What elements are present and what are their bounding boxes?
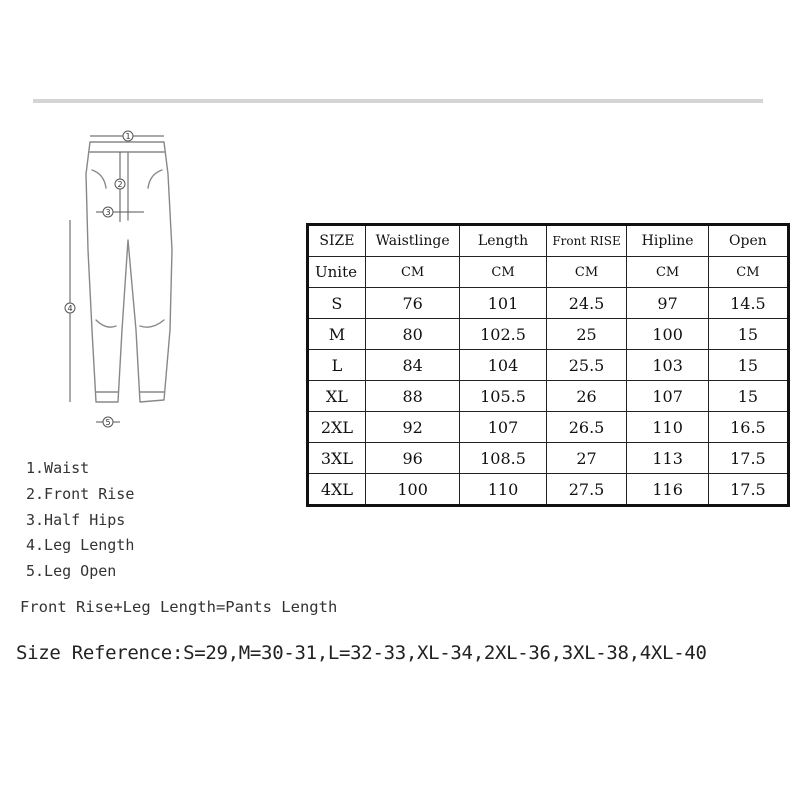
pants-outline <box>86 142 172 402</box>
unit-cell: CM <box>460 257 546 288</box>
table-row <box>308 474 789 506</box>
table-cell: 116 <box>627 474 708 506</box>
marker-1 <box>123 131 133 141</box>
table-cell: 100 <box>365 474 460 506</box>
marker-4 <box>65 303 75 313</box>
unit-cell: CM <box>708 257 788 288</box>
unit-cell: CM <box>365 257 460 288</box>
table-cell: 108.5 <box>460 443 546 474</box>
unit-cell: CM <box>546 257 627 288</box>
marker-3 <box>103 207 113 217</box>
svg-text:1: 1 <box>125 132 131 141</box>
legend-item-half-hips: 3.Half Hips <box>26 510 126 529</box>
table-cell: 27.5 <box>546 474 627 506</box>
unit-cell: CM <box>627 257 708 288</box>
table-cell: 17.5 <box>708 474 788 506</box>
table-header-row <box>308 225 789 257</box>
legend-item-waist: 1.Waist <box>26 459 90 477</box>
size-cell: 3XL <box>308 443 366 474</box>
table-cell: 76 <box>365 288 460 319</box>
size-cell: M <box>308 319 366 350</box>
table-cell: 17.5 <box>708 443 788 474</box>
table-cell: 110 <box>627 412 708 443</box>
table-cell: 113 <box>627 443 708 474</box>
legend-item-leg-open: 5.Leg Open <box>26 562 117 581</box>
unit-label: Unite <box>308 257 366 288</box>
header-open: Open <box>708 225 788 257</box>
size-chart-table <box>306 223 790 507</box>
table-cell: 101 <box>460 288 546 319</box>
table-row <box>308 443 789 474</box>
size-cell: S <box>308 288 366 319</box>
table-cell: 25 <box>546 319 627 350</box>
svg-text:3: 3 <box>105 208 111 217</box>
header-front-rise: Front RISE <box>546 225 627 257</box>
size-cell: L <box>308 350 366 381</box>
table-cell: 104 <box>460 350 546 381</box>
measurement-legend <box>26 456 134 585</box>
legend-item-leg-length: 4.Leg Length <box>26 536 135 555</box>
table-cell: 14.5 <box>708 288 788 319</box>
table-cell: 26.5 <box>546 412 627 443</box>
table-cell: 26 <box>546 381 627 412</box>
table-unit-row <box>308 257 789 288</box>
table-cell: 100 <box>627 319 708 350</box>
header-length: Length <box>460 225 546 257</box>
table-cell: 15 <box>708 319 788 350</box>
pants-length-formula: Front Rise+Leg Length=Pants Length <box>20 598 338 616</box>
table-cell: 15 <box>708 381 788 412</box>
table-cell: 24.5 <box>546 288 627 319</box>
table-cell: 107 <box>460 412 546 443</box>
table-row <box>308 350 789 381</box>
table-cell: 97 <box>627 288 708 319</box>
size-cell: 2XL <box>308 412 366 443</box>
svg-text:2: 2 <box>117 180 123 189</box>
table-row <box>308 319 789 350</box>
table-cell: 84 <box>365 350 460 381</box>
table-cell: 80 <box>365 319 460 350</box>
marker-5 <box>103 417 113 427</box>
table-row <box>308 288 789 319</box>
size-cell: 4XL <box>308 474 366 506</box>
header-hipline: Hipline <box>627 225 708 257</box>
table-cell: 25.5 <box>546 350 627 381</box>
table-cell: 96 <box>365 443 460 474</box>
table-cell: 16.5 <box>708 412 788 443</box>
table-row <box>308 381 789 412</box>
size-reference: Size Reference:S=29,M=30-31,L=32-33,XL-34,2XL-36,3XL-38,4XL-40 <box>16 642 707 664</box>
header-waist: Waistlinge <box>365 225 460 257</box>
table-cell: 27 <box>546 443 627 474</box>
pants-measurement-diagram <box>40 130 200 430</box>
top-divider <box>33 99 763 103</box>
legend-item-front-rise: 2.Front Rise <box>26 484 135 503</box>
table-cell: 15 <box>708 350 788 381</box>
table-cell: 92 <box>365 412 460 443</box>
table-cell: 102.5 <box>460 319 546 350</box>
table-cell: 105.5 <box>460 381 546 412</box>
svg-text:5: 5 <box>105 418 111 427</box>
svg-text:4: 4 <box>67 304 73 313</box>
table-cell: 107 <box>627 381 708 412</box>
table-row <box>308 412 789 443</box>
table-cell: 88 <box>365 381 460 412</box>
marker-2 <box>115 179 125 189</box>
table-cell: 103 <box>627 350 708 381</box>
size-cell: XL <box>308 381 366 412</box>
table-cell: 110 <box>460 474 546 506</box>
header-size: SIZE <box>308 225 366 257</box>
